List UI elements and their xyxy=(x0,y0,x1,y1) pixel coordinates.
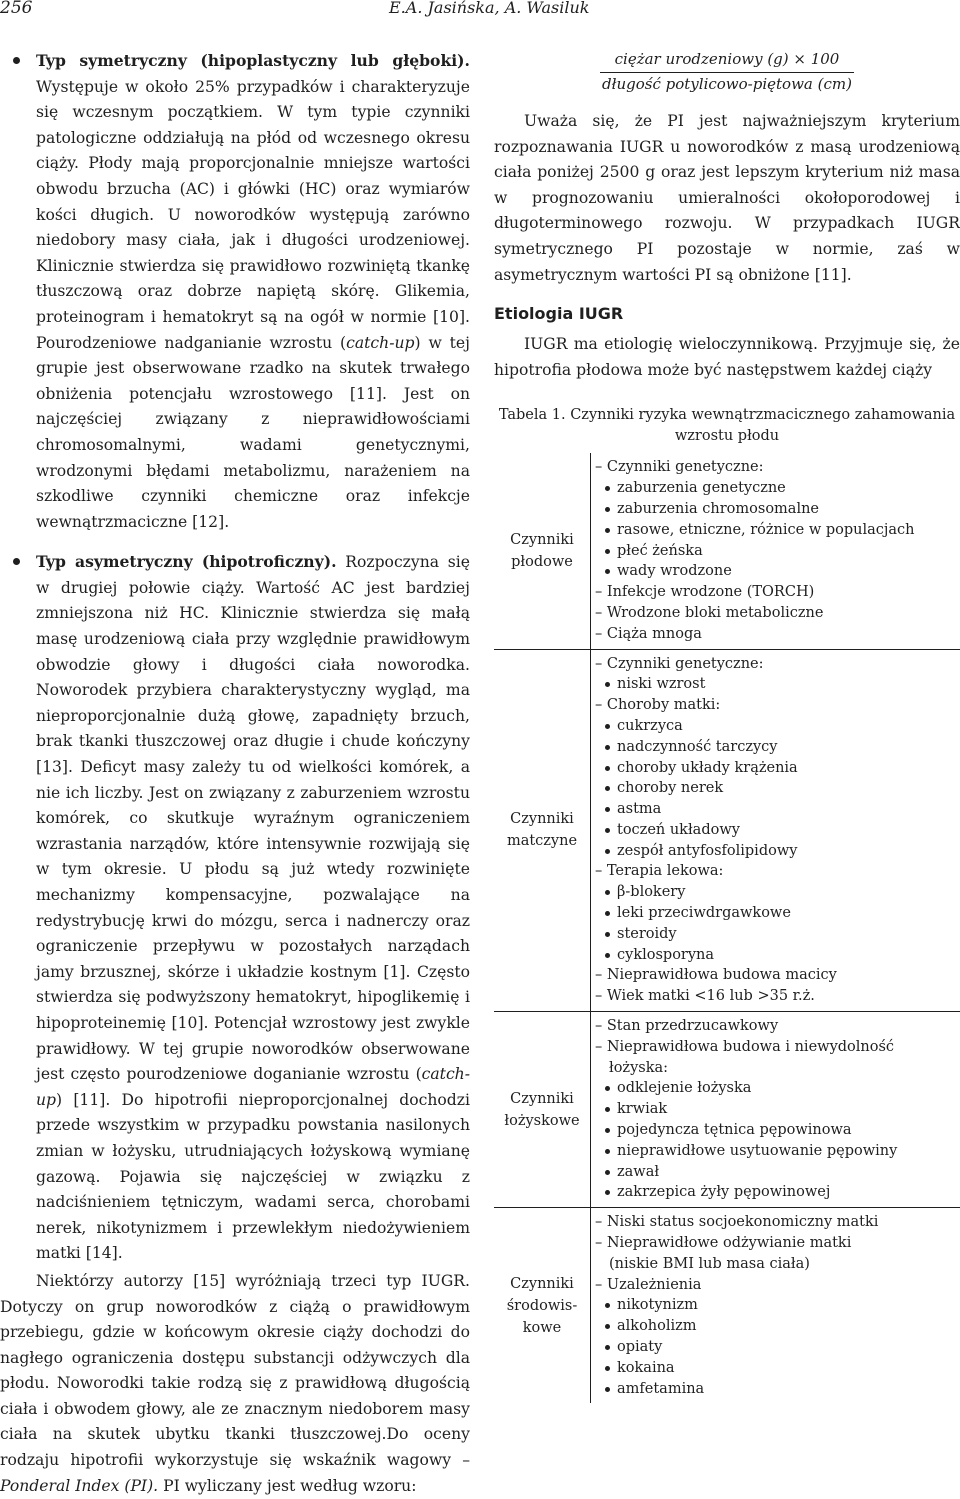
formula-numerator: ciężar urodzeniowy (g) × 100 xyxy=(494,48,960,72)
factor-items xyxy=(591,453,960,649)
paragraph-third-type xyxy=(0,1269,470,1499)
table-caption: Tabela 1. Czynniki ryzyka wewnątrzmacicznego zahamowania wzrostu płodu xyxy=(494,405,960,447)
bullet-text-end: ) [11]. Do hipotrofii nieproporcjonalnej dochodzi przede wszystkim w przypadku powstania nasilonych zmian w łożysku, utrudniających łożyskową wymianę gazową. Pojawia się najczęściej w związku z nadciśnieniem tętniczym, wadami serca, chorobami nerek, nikotynizmem i przewlekłym niedożywieniem matki [14]. xyxy=(36,1091,470,1263)
category-label-line: łożyskowe xyxy=(494,1110,590,1132)
risk-factors-table xyxy=(494,453,960,1403)
bullet-title: Typ asymetryczny (hipotroficzny). xyxy=(36,552,337,571)
bulleted-factor: choroby nerek xyxy=(595,778,960,799)
bulleted-factor: płeć żeńska xyxy=(595,541,960,562)
bulleted-factor: opiaty xyxy=(595,1337,960,1358)
bulleted-factor: nikotynizm xyxy=(595,1295,960,1316)
paragraph-text: Niektórzy autorzy [15] wyróżniają trzeci typ IUGR. Dotyczy on grup noworodków z ciążą o prawidłowym przebiegu, gdzie w końcowym okresie ciąży dochodzi do nagłego ograniczenia dostępu substancji odżywczych dla płodu. Noworodki takie rodzą się z prawidłową długością ciała i obwodem głowy, ale ze znacznym niedoborem masy ciała na skutek ubytku tkanki tłuszczowej.Do oceny rodzaju hipotrofii wykorzystuje się wskaźnik wagowy – xyxy=(0,1272,470,1469)
bulleted-factor: choroby układy krążenia xyxy=(595,758,960,779)
category-label-line: kowe xyxy=(494,1317,590,1339)
category-label-line: matczyne xyxy=(494,830,590,852)
bullet-text-end: ) w tej grupie jest obserwowane rzadko na skutek trwałego obniżenia potencjału wzrostowego [11]. Jest on najczęściej związany z nieprawidłowościami chromosomalnymi, wadami genetycznymi, wrodzonymi błędami metabolizmu, narażeniem na szkodliwe czynniki chemiczne oraz infekcje wewnątrzmaciczne [12]. xyxy=(36,334,470,531)
section-title: Etiologia IUGR xyxy=(494,302,960,326)
bullet-title: Typ symetryczny (hipoplastyczny lub głęboki). xyxy=(36,51,470,70)
factor-items xyxy=(591,649,960,1012)
bulleted-factor: cukrzyca xyxy=(595,716,960,737)
page-number: 256 xyxy=(0,0,32,18)
running-authors: E.A. Jasińska, A. Wasiluk xyxy=(389,0,589,17)
italic-term: Ponderal Index (PI). xyxy=(0,1477,158,1495)
bulleted-factor: amfetamina xyxy=(595,1379,960,1400)
italic-term: catch-up xyxy=(36,1065,470,1109)
bulleted-factor: nieprawidłowe usytuowanie pępowiny xyxy=(595,1141,960,1162)
bulleted-factor: leki przeciwdrgawkowe xyxy=(595,903,960,924)
left-column xyxy=(0,48,470,1499)
bulleted-factor: steroidy xyxy=(595,924,960,945)
bullet-symmetric-type xyxy=(0,48,470,535)
bullet-text: Występuje w około 25% przypadków i charakteryzuje się wczesnym początkiem. W tym typie czynniki patologiczne oddziałują na płód od wczesnego okresu ciąży. Płody mają proporcjonalnie mniejsze wartości obwodu brzucha (AC) i główki (HC) oraz wymiarów kości długich. U noworodków występują zarówno niedobory masy ciała, jak i długości urodzeniowej. Klinicznie stwierdza się prawidłowo rozwiniętą tkankę tłuszczową oraz dobrze napiętą skórę. Glikemia, proteinogram i hematokryt są na ogół w normie [10]. Pourodzeniowe nadganianie wzrostu ( xyxy=(36,78,470,352)
category-label-line: Czynniki xyxy=(494,1273,590,1295)
italic-term: catch-up xyxy=(346,334,414,352)
bulleted-factor: zakrzepica żyły pępowinowej xyxy=(595,1182,960,1203)
paragraph-pi: Uważa się, że PI jest najważniejszym kryterium rozpoznawania IUGR u noworodków z masą urodzeniową ciała poniżej 2500 g oraz jest lepszym kryterium niż masa w prognozowaniu umieralności okołoporodowej i długoterminowego rozwoju. W przypadkach IUGR symetrycznego PI pozostaje w normie, zaś w asymetrycznym wartości PI są obniżone [11]. xyxy=(494,109,960,288)
bulleted-factor: toczeń układowy xyxy=(595,820,960,841)
table-row xyxy=(494,1208,960,1404)
factor-item: – Nieprawidłowe odżywianie matki xyxy=(595,1233,960,1254)
table-row xyxy=(494,453,960,649)
factor-item: łożyska: xyxy=(595,1058,960,1079)
bulleted-factor: zespół antyfosfolipidowy xyxy=(595,841,960,862)
factor-item: – Nieprawidłowa budowa macicy xyxy=(595,965,960,986)
paragraph-text-end: PI wyliczany jest według wzoru: xyxy=(158,1477,416,1495)
factor-item: – Infekcje wrodzone (TORCH) xyxy=(595,582,960,603)
bulleted-factor: nadczynność tarczycy xyxy=(595,737,960,758)
bullet-text: Rozpoczyna się w drugiej połowie ciąży. Wartość AC jest bardziej zmniejszona niż HC. Klinicznie stwierdza się małą masę urodzeniową ciała przy względnie prawidłowym obwodzie głowy i długości ciała noworodka. Noworodek przybiera charakterystyczny wygląd, ma nieproporcjonalnie dużą głowę, zapadnięty brzuch, brak tkanki tłuszczowej oraz długie i chude kończyny [13]. Deficyt masy zależy tu od wielkości komórek, a nie ich liczby. Jest on związany z zaburzeniem wzrostu komórek, co skutkuje wyraźnym ograniczeniem wzrastania narządów, które intensywnie rozwijają się w tym okresie. U płodu są już wtedy rozwinięte mechanizmy kompensacyjne, pozwalające na redystrybucję krwi do mózgu, serca i nadnerczy oraz ograniczenie przepływu w pozostałych narządach jamy brzusznej, skórze i układzie kostnym [1]. Często stwierdza się podwyższony hematokryt, hipoglikemię i hipoproteinemię [10]. Potencjał wzrostowy jest zwykle prawidłowy. W tej grupie noworodków obserwowane jest często pourodzeniowe doganianie wzrostu ( xyxy=(36,553,470,1083)
category-label-line: Czynniki xyxy=(494,529,590,551)
running-header xyxy=(0,0,960,24)
bulleted-factor: niski wzrost xyxy=(595,674,960,695)
bulleted-factor: β-blokery xyxy=(595,882,960,903)
bullet-asymmetric-type xyxy=(0,549,470,1267)
factor-category xyxy=(494,1012,591,1208)
table-row xyxy=(494,1012,960,1208)
category-label-line: środowis- xyxy=(494,1295,590,1317)
bulleted-factor: pojedyncza tętnica pępowinowa xyxy=(595,1120,960,1141)
factor-item: – Czynniki genetyczne: xyxy=(595,654,960,675)
bulleted-factor: odklejenie łożyska xyxy=(595,1078,960,1099)
bullet-icon xyxy=(13,558,20,565)
bulleted-factor: krwiak xyxy=(595,1099,960,1120)
table-row xyxy=(494,649,960,1012)
factor-item: – Wrodzone bloki metaboliczne xyxy=(595,603,960,624)
category-label-line: Czynniki xyxy=(494,1088,590,1110)
bulleted-factor: kokaina xyxy=(595,1358,960,1379)
factor-item: – Czynniki genetyczne: xyxy=(595,457,960,478)
factor-item: – Niski status socjoekonomiczny matki xyxy=(595,1212,960,1233)
factor-item: – Ciąża mnoga xyxy=(595,624,960,645)
ponderal-index-formula xyxy=(494,48,960,95)
factor-items xyxy=(591,1208,960,1404)
bulleted-factor: rasowe, etniczne, różnice w populacjach xyxy=(595,520,960,541)
bulleted-factor: wady wrodzone xyxy=(595,561,960,582)
category-label-line: płodowe xyxy=(494,551,590,573)
factor-item: – Uzależnienia xyxy=(595,1275,960,1296)
factor-item: – Wiek matki <16 lub >35 r.ż. xyxy=(595,986,960,1007)
formula-denominator: długość potylicowo-piętowa (cm) xyxy=(494,73,960,95)
category-label-line: Czynniki xyxy=(494,808,590,830)
factor-items xyxy=(591,1012,960,1208)
bulleted-factor: alkoholizm xyxy=(595,1316,960,1337)
factor-item: (niskie BMI lub masa ciała) xyxy=(595,1254,960,1275)
factor-category xyxy=(494,453,591,649)
factor-item: – Terapia lekowa: xyxy=(595,861,960,882)
bulleted-factor: cyklosporyna xyxy=(595,945,960,966)
factor-item: – Nieprawidłowa budowa i niewydolność xyxy=(595,1037,960,1058)
factor-item: – Choroby matki: xyxy=(595,695,960,716)
bulleted-factor: astma xyxy=(595,799,960,820)
factor-category xyxy=(494,649,591,1012)
bullet-icon xyxy=(13,57,20,64)
bulleted-factor: zaburzenia chromosomalne xyxy=(595,499,960,520)
factor-category xyxy=(494,1208,591,1404)
paragraph-etiology: IUGR ma etiologię wieloczynnikową. Przyjmuje się, że hipotrofia płodowa może być następstwem każdej ciąży xyxy=(494,332,960,383)
bulleted-factor: zaburzenia genetyczne xyxy=(595,478,960,499)
factor-item: – Stan przedrzucawkowy xyxy=(595,1016,960,1037)
right-column xyxy=(494,48,960,1403)
bulleted-factor: zawał xyxy=(595,1162,960,1183)
